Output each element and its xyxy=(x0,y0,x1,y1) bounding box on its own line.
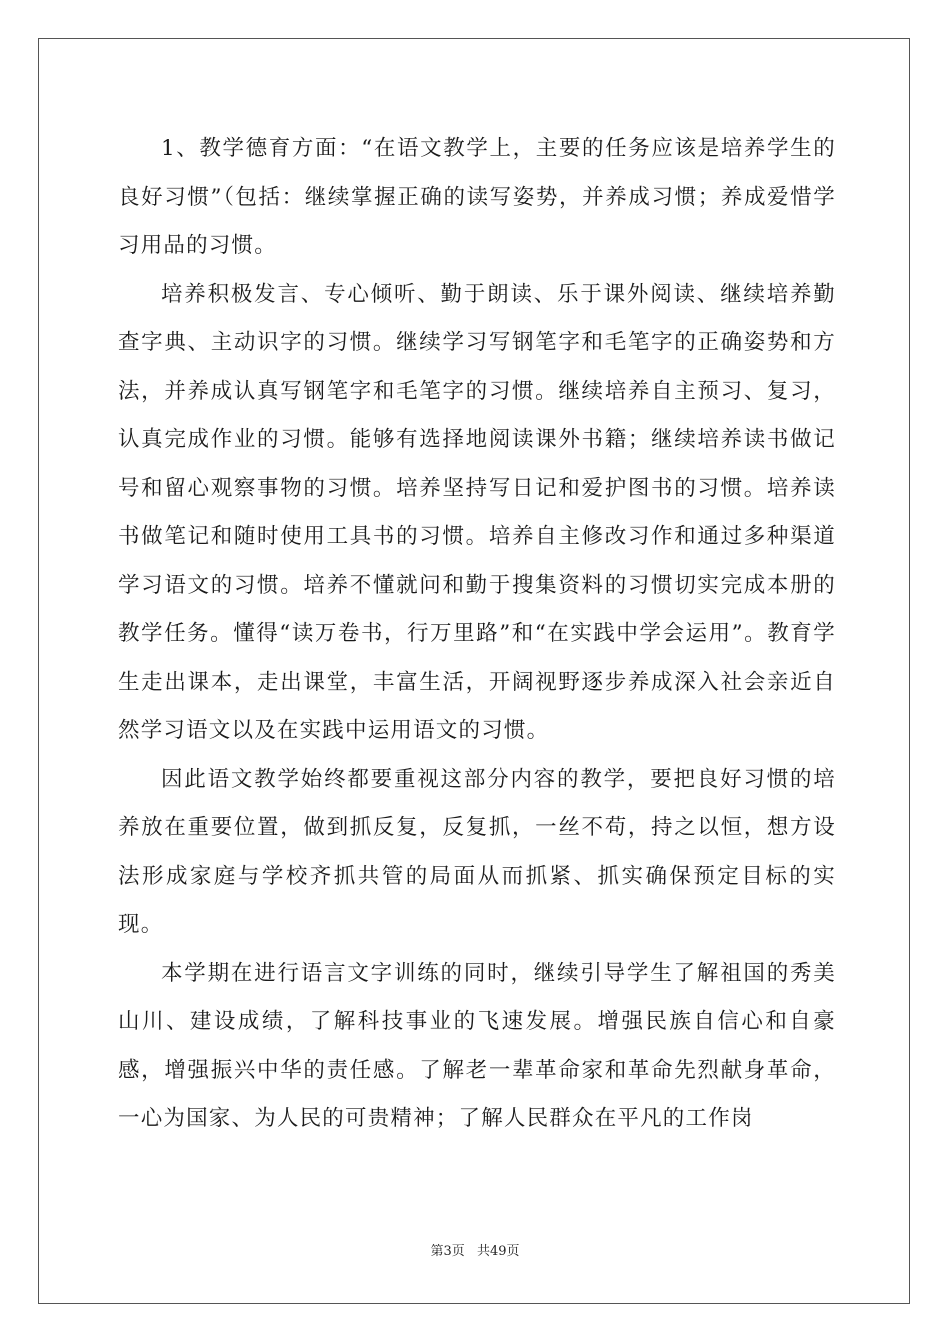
page-footer xyxy=(0,1244,950,1260)
paragraph-habit-importance: 因此语文教学始终都要重视这部分内容的教学，要把良好习惯的培养放在重要位置，做到抓反复，反复抓，一丝不苟，持之以恒，想方设法形成家庭与学校齐抓共管的局面从而抓紧、抓实确保预定目标的实现。 xyxy=(118,766,836,937)
paragraph-patriotic-education: 本学期在进行语言文字训练的同时，继续引导学生了解祖国的秀美山川、建设成绩，了解科技事业的飞速发展。增强民族自信心和自豪感，增强振兴中华的责任感。了解老一辈革命家和革命先烈献身革命，一心为国家、为人民的可贵精神；了解人民群众在平凡的工作岗 xyxy=(118,960,836,1131)
total-pages: 共49页 xyxy=(476,1244,520,1259)
paragraph-moral-education: 1、教学德育方面：“在语文教学上，主要的任务应该是培养学生的良好习惯”（包括：继续掌握正确的读写姿势，并养成习惯；养成爱惜学习用品的习惯。 xyxy=(118,136,836,258)
document-body xyxy=(118,125,836,1144)
page-number: 第3页 xyxy=(430,1244,465,1259)
paragraph-habit-training: 培养积极发言、专心倾听、勤于朗读、乐于课外阅读、继续培养勤查字典、主动识字的习惯。继续学习写钢笔字和毛笔字的正确姿势和方法，并养成认真写钢笔字和毛笔字的习惯。继续培养自主预习、复习，认真完成作业的习惯。能够有选择地阅读课外书籍；继续培养读书做记号和留心观察事物的习惯。培养坚持写日记和爱护图书的习惯。培养读书做笔记和随时使用工具书的习惯。培养自主修改习作和通过多种渠道学习语文的习惯。培养不懂就问和勤于搜集资料的习惯切实完成本册的教学任务。懂得“读万卷书，行万里路”和“在实践中学会运用”。教育学生走出课本，走出课堂，丰富生活，开阔视野逐步养成深入社会亲近自然学习语文以及在实践中运用语文的习惯。 xyxy=(118,281,836,743)
